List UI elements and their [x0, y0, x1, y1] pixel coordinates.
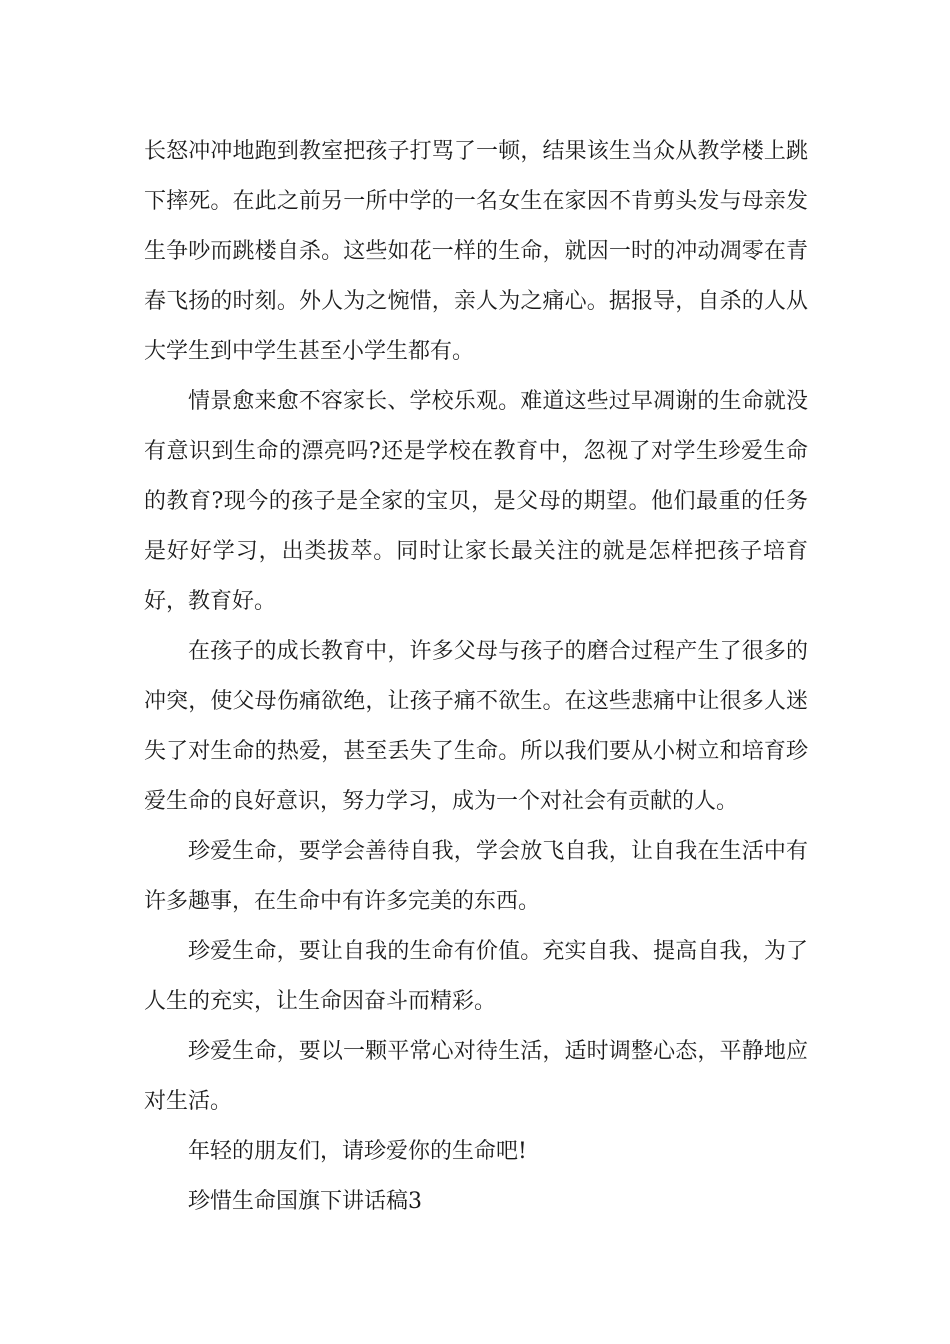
paragraph: 年轻的朋友们，请珍爱你的生命吧!: [188, 1139, 527, 1164]
paragraph: 珍爱生命，要学会善待自我，学会放飞自我，让自我在生活中有许多趣事，在生命中有许多完美的东西。: [144, 839, 808, 914]
paragraph: 在孩子的成长教育中，许多父母与孩子的磨合过程产生了很多的冲突，使父母伤痛欲绝，让孩子痛不欲生。在这些悲痛中让很多人迷失了对生命的热爱，甚至丢失了生命。所以我们要从小树立和培育珍爱生命的良好意识，努力学习，成为一个对社会有贡献的人。: [144, 639, 808, 814]
paragraph-continued: 长怒冲冲地跑到教室把孩子打骂了一顿，结果该生当众从教学楼上跳下摔死。在此之前另一所中学的一名女生在家因不肯剪头发与母亲发生争吵而跳楼自杀。这些如花一样的生命，就因一时的冲动凋零在青春飞扬的时刻。外人为之惋惜，亲人为之痛心。据报导，自杀的人从大学生到中学生甚至小学生都有。: [144, 139, 808, 364]
document-body: [144, 127, 808, 1227]
paragraph: 珍爱生命，要让自我的生命有价值。充实自我、提高自我，为了人生的充实，让生命因奋斗而精彩。: [144, 939, 808, 1014]
paragraph: 珍爱生命，要以一颗平常心对待生活，适时调整心态，平静地应对生活。: [144, 1039, 808, 1114]
section-heading: 珍惜生命国旗下讲话稿3: [188, 1189, 422, 1214]
paragraph: 情景愈来愈不容家长、学校乐观。难道这些过早凋谢的生命就没有意识到生命的漂亮吗?还是学校在教育中，忽视了对学生珍爱生命的教育?现今的孩子是全家的宝贝，是父母的期望。他们最重的任务是好好学习，出类拔萃。同时让家长最关注的就是怎样把孩子培育好，教育好。: [144, 389, 808, 614]
